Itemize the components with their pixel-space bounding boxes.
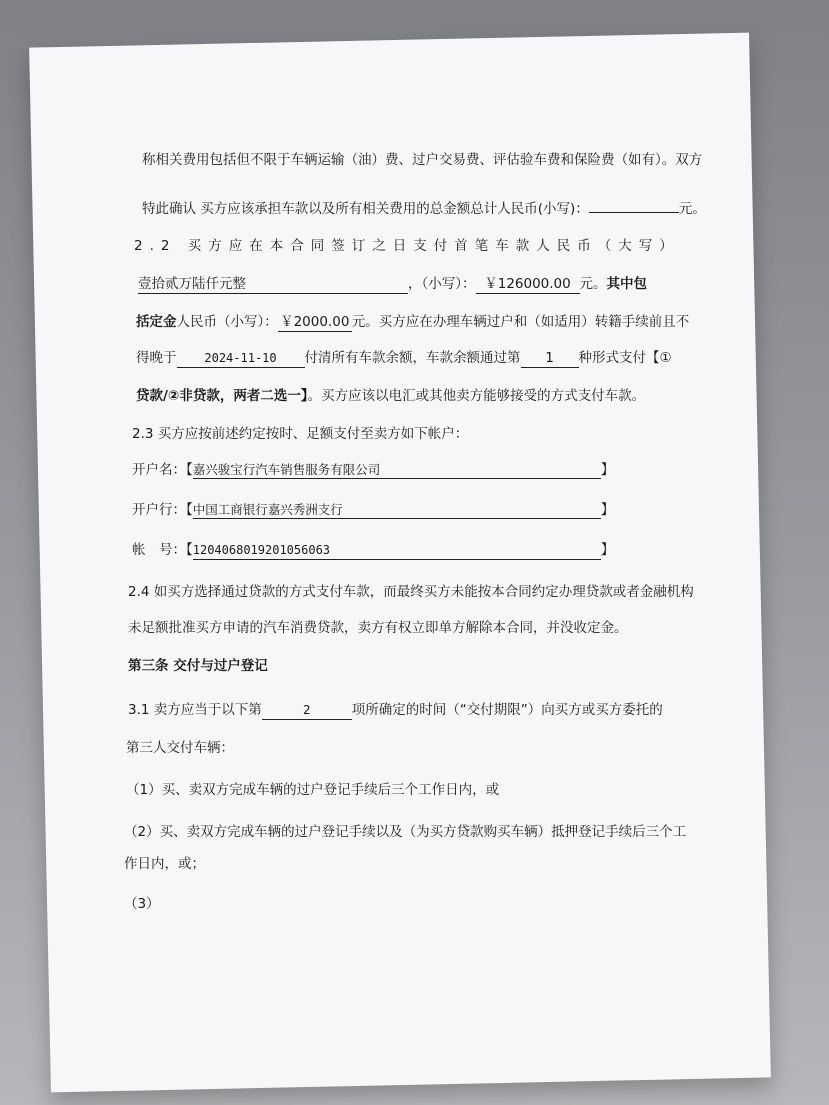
text: 贷款/②非贷款，两者二选一】 bbox=[136, 388, 308, 404]
text: 人民币（小写）： bbox=[176, 314, 278, 330]
text: （1）买、卖双方完成车辆的过户登记手续后三个工作日内，或 bbox=[126, 782, 500, 798]
text: 开户名：【 bbox=[132, 462, 193, 478]
deposit-line bbox=[136, 314, 689, 332]
text: 】 bbox=[600, 542, 615, 558]
text: （3） bbox=[124, 896, 160, 912]
text: 括定金 bbox=[136, 314, 177, 330]
total-amount-line bbox=[142, 196, 706, 218]
account-number-field[interactable]: 1204068019201056063 bbox=[193, 543, 601, 560]
text: 付清所有车款余额，车款余额通过第 bbox=[304, 350, 521, 366]
section-2-2-line bbox=[134, 238, 680, 255]
deadline-line bbox=[136, 350, 672, 368]
account-number-line bbox=[132, 542, 614, 560]
text: （2）买、卖双方完成车辆的过户登记手续以及（为买方贷款购买车辆）抵押登记手续后三个工 bbox=[124, 824, 687, 840]
text: 作日内，或； bbox=[124, 856, 205, 872]
text: 。买方应该以电汇或其他卖方能够接受的方式支付车款。 bbox=[307, 388, 646, 404]
paragraph-line bbox=[142, 152, 702, 169]
text: 称相关费用包括但不限于车辆运输（油）费、过户交易费、评估验车费和保险费（如有）。双方 bbox=[142, 152, 703, 168]
payment-method-field[interactable]: 1 bbox=[521, 350, 579, 368]
option-2-line bbox=[124, 824, 686, 841]
section-3-heading bbox=[128, 658, 268, 675]
text: 元。 bbox=[678, 201, 706, 217]
text: 2.2 买方应在本合同签订之日支付首笔车款人民币（大写） bbox=[134, 238, 680, 254]
text: 2.3 买方应按前述约定按时、足额支付至卖方如下帐户： bbox=[132, 426, 469, 442]
text: 得晚于 bbox=[136, 350, 177, 366]
text: 】 bbox=[600, 502, 615, 518]
text: 2.4 如买方选择通过贷款的方式支付车款，而最终买方未能按本合同约定办理贷款或者金融机构 bbox=[128, 584, 694, 600]
text: 种形式支付【① bbox=[578, 350, 672, 366]
text: ，（小写）： bbox=[408, 276, 476, 292]
first-payment-amount-field[interactable]: ￥126000.00 bbox=[476, 276, 580, 294]
text: 】 bbox=[600, 462, 615, 478]
deposit-amount-field[interactable]: ￥2000.00 bbox=[278, 314, 352, 332]
option-1-line bbox=[126, 782, 499, 799]
payment-method-line bbox=[136, 388, 645, 405]
paragraph-line bbox=[126, 740, 234, 757]
text: 3.1 卖方应当于以下第 bbox=[128, 702, 262, 718]
text: 第三条 交付与过户登记 bbox=[128, 658, 268, 674]
text: 特此确认 买方应该承担车款以及所有相关费用的总金额总计人民币(小写)： bbox=[142, 201, 589, 217]
account-name-field[interactable]: 嘉兴骏宝行汽车销售服务有限公司 bbox=[193, 462, 601, 479]
option-3-line bbox=[124, 896, 160, 913]
text: 帐 号：【 bbox=[132, 542, 193, 558]
bank-name-field[interactable]: 中国工商银行嘉兴秀洲支行 bbox=[193, 502, 601, 519]
section-2-3-line bbox=[132, 426, 468, 443]
text: 其中包 bbox=[606, 276, 647, 292]
text: 开户行：【 bbox=[132, 502, 193, 518]
text: 元。 bbox=[579, 276, 607, 292]
section-3-1-line bbox=[128, 702, 663, 720]
first-payment-capital-field[interactable]: 壹拾贰万陆仟元整 bbox=[138, 276, 408, 294]
paragraph-line bbox=[128, 620, 628, 637]
first-payment-line bbox=[138, 276, 647, 294]
text: 项所确定的时间（“交付期限”）向买方或买方委托的 bbox=[351, 702, 663, 718]
account-name-line bbox=[132, 462, 614, 479]
paragraph-line bbox=[124, 856, 205, 873]
delivery-option-field[interactable]: 2 bbox=[262, 703, 352, 720]
total-amount-field[interactable] bbox=[589, 196, 679, 213]
text: 第三人交付车辆： bbox=[126, 740, 234, 756]
bank-line bbox=[132, 502, 614, 519]
section-2-4-line bbox=[128, 584, 694, 601]
contract-page bbox=[29, 33, 771, 1093]
deadline-date-field[interactable]: 2024-11-10 bbox=[177, 351, 305, 368]
text: 元。买方应在办理车辆过户和（如适用）转籍手续前且不 bbox=[351, 314, 690, 330]
text: 未足额批准买方申请的汽车消费贷款，卖方有权立即单方解除本合同，并没收定金。 bbox=[128, 620, 628, 636]
